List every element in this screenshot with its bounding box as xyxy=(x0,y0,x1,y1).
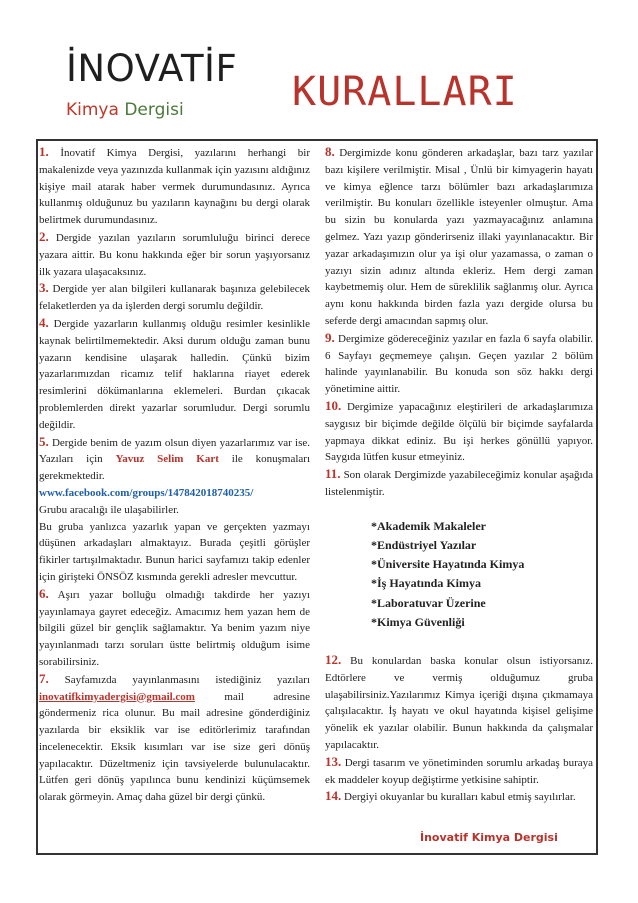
rule-number: 4. xyxy=(39,314,49,330)
rule-number: 8. xyxy=(325,144,335,159)
rule-13 xyxy=(325,754,593,789)
email-link[interactable]: inovatifkimyadergisi@gmail.com xyxy=(39,690,195,703)
rule-number: 9. xyxy=(325,329,335,345)
rule-text: Dergide yer alan bilgileri kullanarak başınıza gelebilecek felaketlerden ya da işlerden dergi sorumlu değildir. xyxy=(39,283,311,313)
rule-4 xyxy=(39,315,310,434)
rule-text: Bu gruba yanlızca yazarlık yapan ve gerçekten yazmayı düşünen arkadaşları almaktayız. Burada çeşitli görüşler fikirler tartışılmaktadır. Bunun harici sayfamızı takip edenler için girişteki ÖNSÖZ kısmında gerekli adresler mevcuttur. xyxy=(39,520,310,583)
author-name: Yavuz Selim Kart xyxy=(115,453,219,466)
topic-item: *Kimya Güvenliği xyxy=(371,614,465,629)
rule-number: 13. xyxy=(325,753,342,769)
rule-9 xyxy=(325,330,593,398)
rule-10 xyxy=(325,398,593,466)
rule-14 xyxy=(325,788,593,806)
rule-text: Dergide yazarların kullanmış olduğu resimler kesinlikle kaynak belirtilmemektedir. Aksi durum olduğu zaman bunu yazarın kendisine ulaşarak halledin. Çünkü bizim yazarlarımızdan ricamız telif haklarına riayet ederek resimlerini dökümanlarına eklemeleri. Burdan çıkacak problemlerden direkt yazarlar sorumludur. Dergi sorumlu değildir. xyxy=(39,317,311,431)
right-column xyxy=(325,144,593,806)
rule-number: 1. xyxy=(39,144,49,159)
logo-subtitle xyxy=(66,102,184,119)
topic-item: *Üniversite Hayatında Kimya xyxy=(371,557,525,572)
rule-12 xyxy=(325,652,593,754)
rule-text: Son olarak Dergimizde yazabileceğimiz konular aşağıda listelenmiştir. xyxy=(325,469,593,498)
rule-7 xyxy=(39,671,310,806)
rule-5 xyxy=(39,434,310,586)
rule-number: 10. xyxy=(325,397,342,413)
rule-number: 5. xyxy=(39,433,49,449)
rule-8 xyxy=(325,144,593,330)
rule-number: 7. xyxy=(39,670,49,686)
rule-text: Dergiyi okuyanlar bu kuralları kabul etmiş sayılırlar. xyxy=(344,791,576,804)
rule-11 xyxy=(325,466,593,501)
rule-text: Dergimize gödereceğiniz yazılar en fazla 6 sayfa olabilir. 6 Sayfayı geçmemeye çalışın. Geçen yazılar 2 bölüm halinde yayınlanabilir. Bu konuda son söz hakkı dergi yönetimine aittir. xyxy=(325,332,594,396)
rule-text: Dergide benim de yazım olsun diyen yazarlarımız var ise. Yazıları için xyxy=(39,436,310,466)
rule-text: Sayfamızda yayınlanmasını istediğiniz yazıları xyxy=(64,673,310,686)
facebook-group-link[interactable]: www.facebook.com/groups/147842018740235/ xyxy=(39,486,254,499)
topic-item: *Endüstriyel Yazılar xyxy=(371,537,477,552)
rule-number: 3. xyxy=(39,280,49,296)
rule-text: Aşırı yazar bolluğu olmadığı takdirde her yazıyı yayınlamaya gayret edeceğiz. Amacımız hem yazan hem de bilgili güzel bir gençlik sağlamaktır. Ya benim yazım niye yayınlanmadı tarzı soruları üstte belirtmiş olduğum isime sorabilirsiniz. xyxy=(39,588,310,668)
rule-text: Dergi tasarım ve yönetiminden sorumlu arkadaş buraya ek maddeler koyup değiştirme yetkisine sahiptir. xyxy=(325,756,594,786)
left-column xyxy=(39,144,310,806)
rule-3 xyxy=(39,280,310,315)
logo-sub-dergisi: Dergisi xyxy=(124,100,184,120)
logo-sub-kimya: Kimya xyxy=(66,100,119,120)
rule-number: 14. xyxy=(325,788,342,804)
rule-text: Dergide yazılan yazıların sorumluluğu birinci derece yazara aittir. Bu konu hakkında eğer bir sorun yaşıyorsanız ilk yazara ulaşacaksınız. xyxy=(39,231,310,278)
rule-text: mail adresine göndermeniz rica olunur. Bu mail adresine gönderdiğiniz yazılarda bir eksiklik var ise editörlerimiz tarafından incelenecektir. Eksik kısımları var ise size geri dönüş yapılacaktır. Düzeltmeniz için tavsiyelerde bulunulacaktır. Lütfen geri dönüş yapılınca bunu kendinizi küçümsemek olarak görmeyin. Amaç daha güzel bir dergi çünkü. xyxy=(39,690,310,804)
topic-item: *Akademik Makaleler xyxy=(371,518,486,533)
topic-item: *İş Hayatında Kimya xyxy=(371,576,482,591)
rule-text: Dergimize yapacağınız eleştirileri de arkadaşlarımıza saygısız bir biçimde değilde ölçülü bir biçimde sayfalarda yapmaya dikkat ediniz. Bu işi herkes gönüllü yapıyor. Saygıda lütfen kusur etmeyiniz. xyxy=(325,400,593,464)
signature: İnovatif Kimya Dergisi xyxy=(420,831,558,844)
topic-list xyxy=(371,517,593,632)
rule-text: İnovatif Kimya Dergisi, yazılarını herhangi bir makalenizde veya yazınızda kullanmak için yazısını aldığınız kişiye mail atarak haber vermek durumundasınız. Ayrıca kullanmış olduğunuz bu yazıların kaynağını bu dergi olarak belirtmek durumundasınız. xyxy=(39,147,311,227)
rule-number: 2. xyxy=(39,228,49,244)
rule-text: Bu konulardan baska konular olsun istiyorsanız. Edtörlere ve vermiş olduğumuz gruba ulaşabilirsiniz.Yazılarımız Kimya içeriği dışına çıkmamaya çalışılacaktır. İş hayatı ve okul hayatında kişisel gelişime yönelik ek yazılar olabilir. Bunun hakkında da çalışmalar yapılacaktır. xyxy=(325,654,593,751)
rule-text: ile konuşmaları gerekmektedir. xyxy=(39,453,311,483)
topic-item: *Laboratuvar Üzerine xyxy=(371,595,486,610)
rule-6 xyxy=(39,586,310,671)
page-title: KURALLARI xyxy=(292,69,518,115)
rule-2 xyxy=(39,229,310,280)
logo-title: İNOVATİF xyxy=(66,47,238,90)
rule-number: 6. xyxy=(39,585,49,601)
rule-1 xyxy=(39,144,310,229)
rule-number: 11. xyxy=(325,466,341,482)
rule-text: Dergimizde konu gönderen arkadaşlar, bazı tarz yazılar bazı kişilere verilmiştir. Misal , Ünlü bir kimyagerin hayatı ve kimya eğlence tarzı bölümler bazı arkadaşlarımıza verilmiştir. Bu konuları özellikle isteyenler olmuştur. Ama bu sizin bu konularda yazı yazmayacağınız anlamına gelmez. Yazı yazıp gönderirseniz illaki yayınlanacaktır. Bir yazar arkadaşımızın olur ya işi olur yazamassa, o zaman o yazıyı sizin adınız altında ekleriz. Hem dergi zaman kaybetmemiş olur. Hem de süreklilik sağlanmış olur. Ayrıca aynı konu hakkında birden fazla yazı dergide olursa bu seferde dergi amacından sapmış olur. xyxy=(325,147,593,327)
rule-number: 12. xyxy=(325,651,342,667)
rule-text: Grubu aracalığı ile ulaşabilirler. xyxy=(39,503,179,516)
